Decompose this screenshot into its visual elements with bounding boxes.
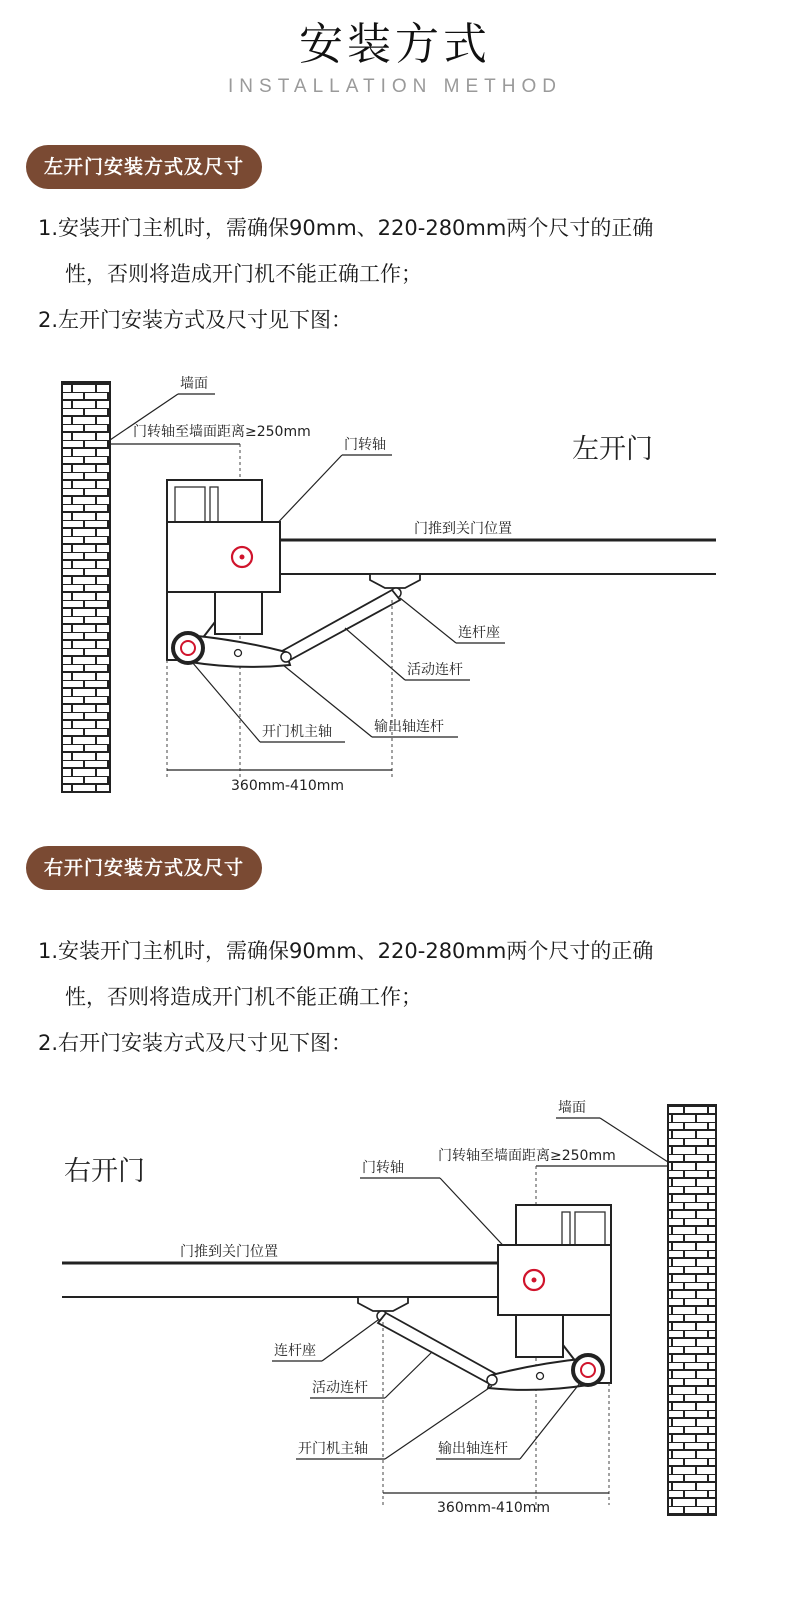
right-instructions <box>38 928 738 1066</box>
door-title: 左开门 <box>572 434 653 465</box>
active-link-label: 活动连杆 <box>407 662 463 678</box>
main-shaft-label: 开门机主轴 <box>298 1441 368 1457</box>
wall-label: 墙面 <box>180 376 208 392</box>
active-link-label: 活动连杆 <box>312 1380 368 1396</box>
main-shaft-label: 开门机主轴 <box>262 724 332 740</box>
left-line1-cont: 性，否则将造成开门机不能正确工作； <box>65 262 422 286</box>
pivot-distance-label: 门转轴至墙面距离≥250mm <box>438 1148 616 1164</box>
output-link-label: 输出轴连杆 <box>374 719 444 735</box>
right-door-diagram <box>0 1090 790 1520</box>
link-seat-label: 连杆座 <box>458 625 500 641</box>
door-title: 右开门 <box>64 1156 145 1187</box>
dimension-label: 360mm-410mm <box>437 1500 551 1516</box>
left-door-diagram <box>0 360 790 810</box>
left-line2: 2.左开门安装方式及尺寸见下图： <box>38 308 353 332</box>
closed-label: 门推到关门位置 <box>180 1244 278 1260</box>
page-subtitle: INSTALLATION METHOD <box>228 76 562 97</box>
left-line1: 1.安装开门主机时，需确保90mm、220-280mm两个尺寸的正确 <box>38 216 654 240</box>
section-tag-right: 右开门安装方式及尺寸 <box>26 846 262 890</box>
closed-label: 门推到关门位置 <box>414 521 512 537</box>
section-tag-left: 左开门安装方式及尺寸 <box>26 145 262 189</box>
right-line1: 1.安装开门主机时，需确保90mm、220-280mm两个尺寸的正确 <box>38 939 654 963</box>
pivot-label: 门转轴 <box>362 1160 404 1176</box>
output-link-label: 输出轴连杆 <box>438 1441 508 1457</box>
wall-brick <box>668 1105 716 1515</box>
left-instructions <box>38 205 738 343</box>
link-seat-label: 连杆座 <box>274 1343 316 1359</box>
page-title: 安装方式 <box>299 19 491 70</box>
pivot-label: 门转轴 <box>344 437 386 453</box>
right-line1-cont: 性，否则将造成开门机不能正确工作； <box>65 985 422 1009</box>
right-line2: 2.右开门安装方式及尺寸见下图： <box>38 1031 353 1055</box>
wall-brick <box>62 382 110 792</box>
dimension-label: 360mm-410mm <box>231 778 345 794</box>
pivot-distance-label: 门转轴至墙面距离≥250mm <box>133 424 311 440</box>
wall-label: 墙面 <box>558 1100 586 1116</box>
